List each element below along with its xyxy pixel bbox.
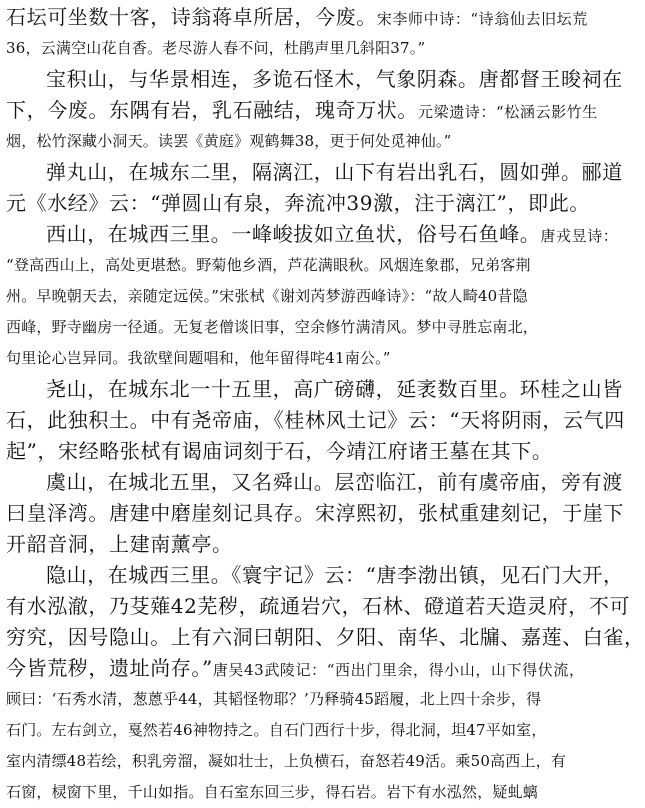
text-line-17 [6,498,624,529]
text-line-15 [6,436,553,467]
text-line-11 [6,312,539,343]
paragraph-xishan [6,219,619,250]
quoted-poem-text: 西峰，野寺幽房一径通。无复老僧谈旧事，空余修竹满清风。梦中寻胜忘南北， [6,318,539,336]
body-text: 弹丸山，在城东二里，隔漓江，山下有岩出乳石，圆如弹。郦道 [46,160,623,184]
text-line-14 [6,405,625,436]
body-text: 石，此独积土。中有尧帝庙，《桂林风土记》云：“天将阴雨，云气四 [6,408,625,432]
paragraph-yushan [6,467,623,498]
text-line-7 [6,188,590,219]
body-text: 石坛可坐数十客，诗翁蒋卓所居，今废。 [6,5,377,29]
text-line-10 [6,281,528,312]
quoted-poem-text: 烟，松竹深藏小洞天。读罢《黄庭》观鹤舞38，更于何处觅神仙。” [6,132,452,150]
text-line-9 [6,250,531,281]
body-text: 西山，在城西三里。一峰峻拔如立鱼状，俗号石鱼峰。 [46,222,541,246]
body-text: 起”，宋经略张栻有谒庙词刻于石，今靖江府诸王墓在其下。 [6,439,553,463]
quoted-poem-text: 唐吴43武陵记：“西出门里余，得小山，山下得伏流， [212,661,585,679]
text-line-23 [6,684,542,715]
body-text: 元《水经》云：“弹圆山有泉，奔流冲39激，注于漓江”，即此。 [6,191,590,215]
quoted-poem-text: 石门。左右剑立，戛然若46神物持之。自石门西行十步，得北洞，坦47平如室， [6,721,547,739]
quoted-poem-text: 宋李师中诗：“诗翁仙去旧坛荒 [376,10,588,28]
body-text: 宝积山，与华景相连，多诡石怪木，气象阴森。唐都督王晙祠在 [46,67,623,91]
quoted-poem-text: 顾曰：‘石秀水清，葱蒽乎44，其韬怪物耶？’乃释骑45蹈履，北上四十余步，得 [6,690,542,708]
body-text: 穷究，因号隐山。上有六洞曰朝阳、夕阳、南华、北牖、嘉莲、白雀， [6,625,645,649]
quoted-poem-text: 室内清缥48若绘，积乳旁溜，凝如壮士，上负横石，奋怒若49活。乘50高西上，有 [6,752,567,770]
text-line-2 [6,33,504,64]
body-text: 下，今废。东隅有岩，乳石融结，瑰奇万状。 [6,98,418,122]
paragraph-baojishan [6,64,623,95]
text-line-22 [6,653,585,684]
body-text: 隐山，在城西三里。《寰宇记》云：“唐李渤出镇，见石门大开， [46,563,624,587]
text-line-4 [6,95,598,126]
body-text: 尧山，在城东北一十五里，高广磅礴，延袤数百里。环桂之山皆 [46,377,623,401]
quoted-poem-text: 36，云满空山花自香。老尽游人春不问，杜鹃声里几斜阳37。” [6,39,426,57]
text-line-24 [6,715,547,746]
body-text: 有水泓澈，乃芟薙42芜秽，疏通岩穴，石林、磴道若天造灵府，不可 [6,594,631,618]
text-line-1 [6,2,588,33]
text-line-20 [6,591,631,622]
body-text: 虞山，在城北五里，又名舜山。层峦临江，前有虞帝庙，旁有渡 [46,470,623,494]
quoted-poem-text: 句里论心岂异同。我欲壁间题唱和，他年留得咤41南公。” [6,349,391,367]
text-line-21 [6,622,645,653]
quoted-poem-text: 唐戎昱诗： [540,227,619,245]
paragraph-yinshan [6,560,624,591]
text-line-18 [6,529,504,560]
quoted-poem-text: “登高西山上，高处更堪愁。野菊他乡酒，芦花满眼秋。风烟连象郡，兄弟客荆 [6,256,531,274]
paragraph-yaoshan [6,374,623,405]
text-line-25 [6,746,567,777]
text-line-12 [6,343,504,374]
body-text: 今皆荒秽，遗址尚存。” [6,656,213,680]
paragraph-danwanshan [6,157,623,188]
text-line-26 [6,777,539,808]
body-text: 曰皇泽湾。唐建中磨崖刻记具存。宋淳熙初，张栻重建刻记，于崖下 [6,501,624,525]
quoted-poem-text: 州。早晚朝天去，亲随定远侯。”宋张栻《谢刘芮梦游西峰诗》：“故人畸40昔隐 [6,287,528,305]
quoted-poem-text: 石窗，棂窗下里，千山如指。自石室东回三步，得石岩。岩下有水泓然，疑虬螭 [6,783,539,801]
text-line-5 [6,126,504,157]
quoted-poem-text: 元梁遗诗：“松涵云影竹生 [418,103,598,121]
body-text: 开韶音洞，上建南薰亭。 [6,532,233,556]
